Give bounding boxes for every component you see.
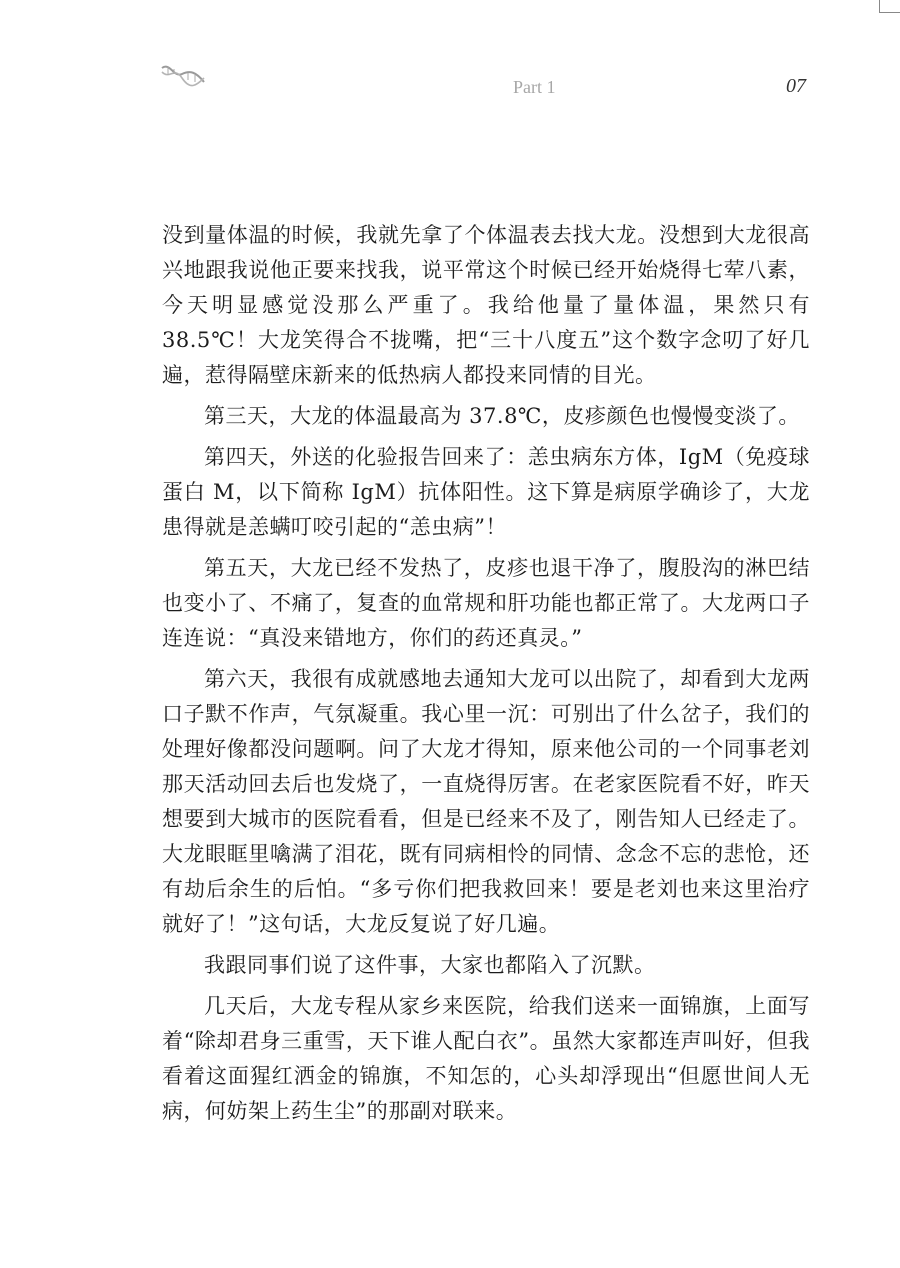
paragraph: 我跟同事们说了这件事，大家也都陷入了沉默。 [204, 953, 656, 977]
dna-helix-icon [160, 60, 206, 90]
paragraph: 第四天，外送的化验报告回来了：恙虫病东方体，IgM（免疫球蛋白 M，以下简称 IgM）抗体阳性。这下算是病原学确诊了，大龙患得就是恙螨叮咬引起的“恙虫病”！ [162, 445, 810, 539]
running-header-part: Part 1 [513, 77, 556, 97]
crop-mark [879, 0, 900, 13]
paragraph: 第六天，我很有成就感地去通知大龙可以出院了，却看到大龙两口子默不作声，气氛凝重。我心里一沉：可别出了什么岔子，我们的处理好像都没问题啊。问了大龙才得知，原来他公司的一个同事老刘那天活动回去后也发烧了，一直烧得厉害。在老家医院看不好，昨天想要到大城市的医院看看，但是已经来不及了，刚告知人已经走了。大龙眼眶里噙满了泪花，既有同病相怜的同情、念念不忘的悲怆，还有劫后余生的后怕。“多亏你们把我救回来！要是老刘也来这里治疗就好了！”这句话，大龙反复说了好几遍。 [162, 667, 810, 936]
paragraph: 第五天，大龙已经不发热了，皮疹也退干净了，腹股沟的淋巴结也变小了、不痛了，复查的血常规和肝功能也都正常了。大龙两口子连连说：“真没来错地方，你们的药还真灵。” [162, 556, 810, 650]
page-number: 07 [786, 75, 806, 97]
body-text [162, 218, 810, 1135]
paragraph: 几天后，大龙专程从家乡来医院，给我们送来一面锦旗，上面写着“除却君身三重雪，天下谁人配白衣”。虽然大家都连声叫好，但我看着这面猩红洒金的锦旗，不知怎的，心头却浮现出“但愿世间人无病，何妨架上药生尘”的那副对联来。 [162, 994, 810, 1123]
paragraph: 没到量体温的时候，我就先拿了个体温表去找大龙。没想到大龙很高兴地跟我说他正要来找我，说平常这个时候已经开始烧得七荤八素，今天明显感觉没那么严重了。我给他量了量体温，果然只有 38.5℃！大龙笑得合不拢嘴，把“三十八度五”这个数字念叨了好几遍，惹得隔壁床新来的低热病人都投来同情的目光。 [162, 223, 810, 387]
paragraph: 第三天，大龙的体温最高为 37.8℃，皮疹颜色也慢慢变淡了。 [204, 404, 800, 428]
